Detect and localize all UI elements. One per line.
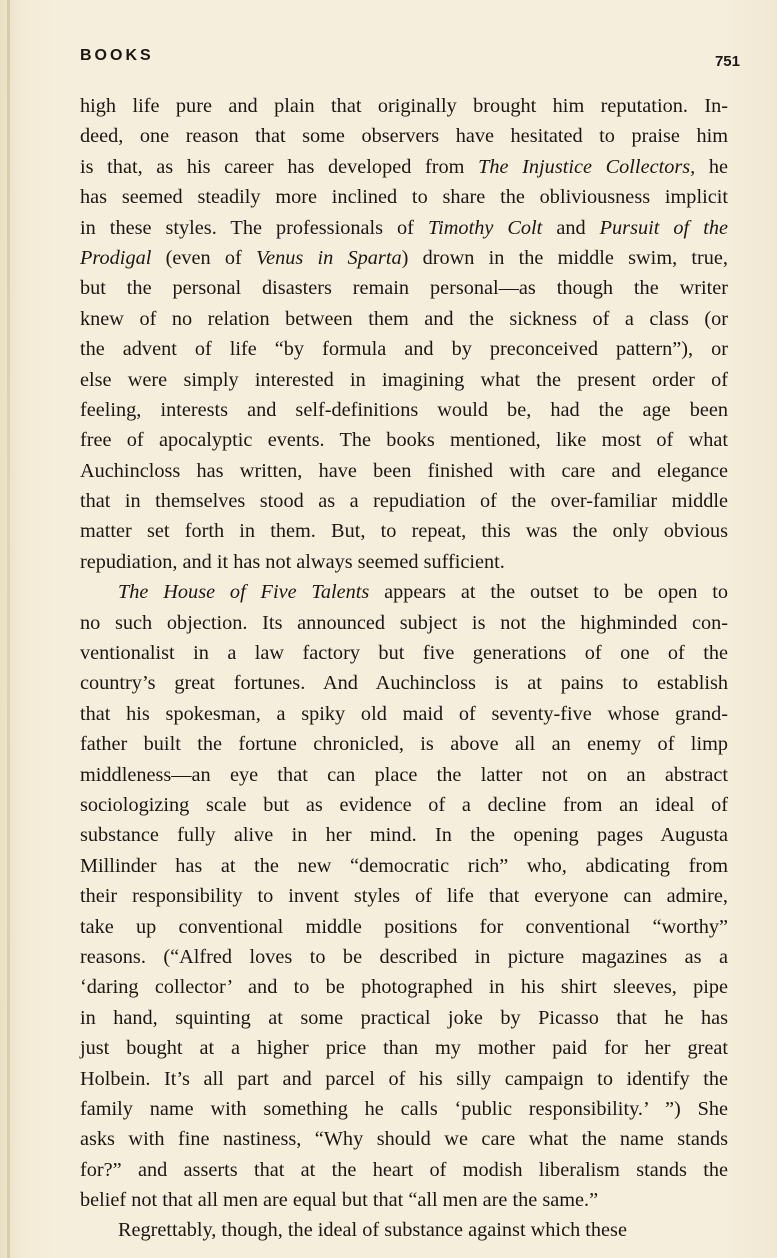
text-line	[80, 152, 728, 182]
text-run: feeling, interests and self-definitions would be, had the age been	[80, 398, 728, 421]
italic-title: The Injustice Collectors,	[478, 155, 696, 178]
text-line	[80, 1124, 728, 1154]
text-run: for?” and asserts that at the heart of modish liberalism stands the	[80, 1158, 728, 1181]
text-line	[80, 243, 728, 273]
text-run: just bought at a higher price than my mother paid for her great	[80, 1037, 728, 1060]
text-run: reasons. (“Alfred loves to be described in picture magazines as a	[80, 945, 728, 968]
text-run: and	[542, 216, 600, 239]
text-run: deed, one reason that some observers have hesitated to praise him	[80, 125, 728, 148]
text-run: but the personal disasters remain personal—as though the writer	[80, 277, 728, 300]
text-run: the advent of life “by formula and by preconceived pattern”), or	[80, 338, 728, 361]
text-run: asks with fine nastiness, “Why should we care what the name stands	[80, 1128, 728, 1151]
text-line	[80, 912, 728, 942]
text-run: middleness—an eye that can place the latter not on an abstract	[80, 763, 728, 786]
text-line	[80, 790, 728, 820]
text-line	[80, 820, 728, 850]
text-run: repudiation, and it has not always seemed sufficient.	[80, 550, 505, 573]
text-run: high life pure and plain that originally brought him reputation. In-	[80, 95, 728, 117]
text-line	[80, 121, 728, 151]
italic-title: Prodigal	[80, 246, 152, 269]
page-number: 751	[714, 53, 740, 70]
text-run: sociologizing scale but as evidence of a decline from an ideal of	[80, 793, 728, 816]
text-run: Millinder has at the new “democratic rich” who, abdicating from	[80, 854, 728, 877]
text-line	[80, 729, 728, 759]
text-line	[80, 851, 728, 881]
italic-title: Venus in Sparta	[255, 246, 402, 269]
text-run: has seemed steadily more inclined to share the obliviousness implicit	[80, 186, 728, 209]
text-run: belief not that all men are equal but that “all men are the same.”	[80, 1189, 599, 1212]
body-text	[80, 91, 728, 1246]
text-run: is that, as his career has developed from	[80, 155, 479, 178]
text-line	[80, 638, 728, 668]
text-line	[80, 516, 728, 546]
text-line	[80, 486, 728, 516]
text-run: he	[695, 155, 728, 178]
text-run: free of apocalyptic events. The books mentioned, like most of what	[80, 429, 728, 452]
italic-title: Pursuit of the	[599, 216, 728, 239]
text-line	[80, 760, 728, 790]
text-run: father built the fortune chronicled, is above all an enemy of limp	[80, 733, 728, 756]
text-run: substance fully alive in her mind. In the opening pages Augusta	[80, 824, 728, 847]
text-run: else were simply interested in imagining what the present order of	[80, 368, 728, 391]
text-run: family name with something he calls ‘public responsibility.’ ”) She	[80, 1097, 728, 1120]
text-line	[80, 365, 728, 395]
text-line	[80, 1185, 728, 1215]
text-line	[80, 972, 728, 1002]
text-run: Auchincloss has written, have been finished with care and elegance	[80, 459, 728, 482]
text-run: in hand, squinting at some practical joke by Picasso that he has	[80, 1006, 728, 1029]
text-line	[80, 273, 728, 303]
text-run: that his spokesman, a spiky old maid of seventy-five whose grand-	[80, 702, 728, 725]
text-line	[80, 1155, 728, 1185]
text-run: (even of	[151, 246, 256, 269]
text-run: appears at the outset to be open to	[369, 581, 728, 604]
text-line	[80, 668, 728, 698]
text-line	[80, 1064, 728, 1094]
text-run: Holbein. It’s all part and parcel of his silly campaign to identify the	[80, 1067, 728, 1090]
text-line	[80, 881, 728, 911]
text-line	[80, 91, 728, 121]
text-run: Regrettably, though, the ideal of substance against which these	[118, 1219, 627, 1242]
text-line	[80, 1003, 728, 1033]
text-line	[80, 334, 728, 364]
text-run: ) drown in the middle swim, true,	[401, 246, 728, 269]
text-run: ventionalist in a law factory but five generations of one of the	[80, 642, 728, 665]
text-line	[80, 699, 728, 729]
text-line	[80, 942, 728, 972]
text-line	[80, 182, 728, 212]
text-run: country’s great fortunes. And Auchincloss is at pains to establish	[80, 672, 728, 695]
text-run: ‘daring collector’ and to be photographed in his shirt sleeves, pipe	[80, 976, 728, 999]
text-run: that in themselves stood as a repudiation of the over-familiar middle	[80, 490, 728, 513]
text-line	[80, 577, 728, 607]
text-line	[80, 1215, 728, 1245]
text-run: no such objection. Its announced subject is not the highminded con-	[80, 611, 728, 634]
text-line	[80, 547, 728, 577]
text-line	[80, 395, 728, 425]
text-run: matter set forth in them. But, to repeat, this was the only obvious	[80, 520, 728, 543]
text-run: take up conventional middle positions for conventional “worthy”	[80, 915, 728, 938]
text-run: their responsibility to invent styles of life that everyone can admire,	[80, 885, 728, 908]
text-line	[80, 608, 728, 638]
text-line	[80, 304, 728, 334]
binding-gutter	[7, 0, 10, 1258]
text-line	[80, 1033, 728, 1063]
text-line	[80, 1094, 728, 1124]
text-line	[80, 456, 728, 486]
italic-title: Timothy Colt	[427, 216, 543, 239]
running-head	[80, 47, 740, 71]
italic-title: The House of Five Talents	[118, 581, 370, 604]
text-run: in these styles. The professionals of	[80, 216, 428, 239]
text-line	[80, 425, 728, 455]
section-title: BOOKS	[80, 47, 154, 64]
text-line	[80, 213, 728, 243]
text-run: knew of no relation between them and the sickness of a class (or	[80, 307, 728, 330]
